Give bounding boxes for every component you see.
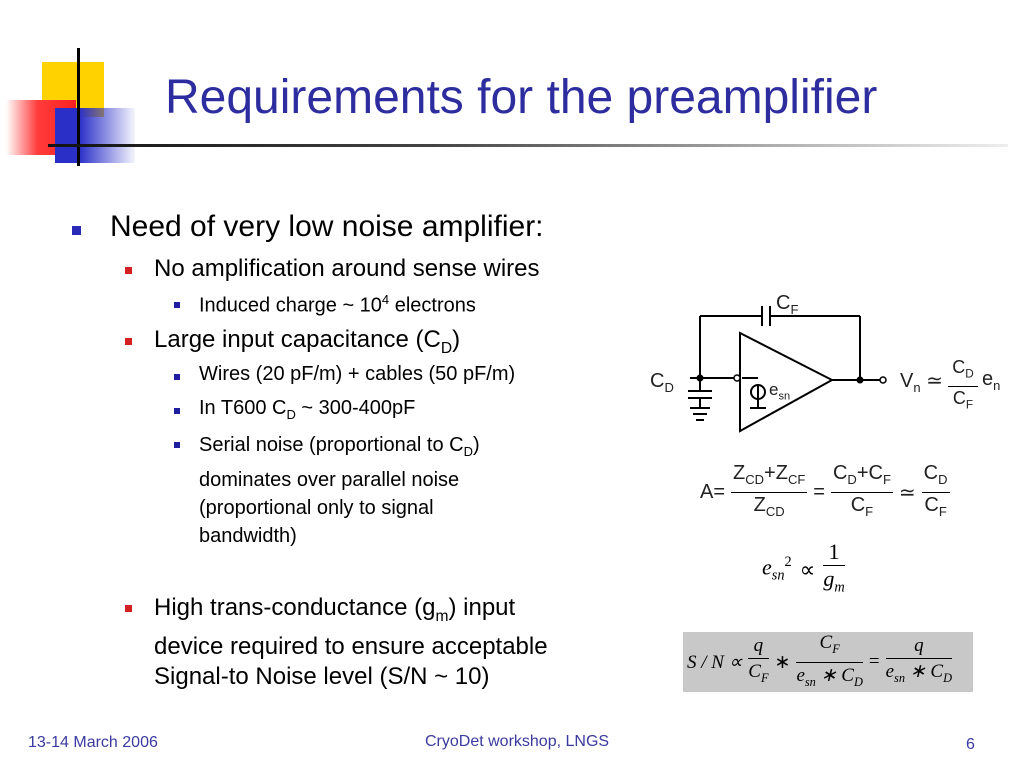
label-esn [769,380,790,402]
text: C [923,462,939,484]
text-line [154,593,548,632]
fraction-numerator [796,630,862,663]
text: C [952,387,966,408]
text: D [664,380,674,395]
fraction [886,633,952,691]
fraction-numerator [831,461,893,493]
logo-vertical-line [77,48,80,166]
text: S / N ∝ [687,651,743,673]
bullet-marker [125,267,132,274]
text: F [865,504,874,519]
bullet-serial-noise [199,431,480,550]
fraction-denominator [796,663,862,695]
text: D [847,472,857,487]
gain-equation [700,461,950,524]
text: n [993,378,1001,393]
bullet-marker [174,408,180,414]
fraction-denominator [922,493,950,524]
bullet-t600 [199,397,415,422]
text: ~ 300-400pF [295,397,416,419]
text: +Z [764,462,788,484]
fraction-denominator [823,566,844,600]
text: Z [753,494,766,516]
fraction [922,461,950,524]
text: n [913,380,921,395]
fraction-numerator [948,356,978,387]
output-terminal [880,377,886,383]
text: C [952,357,966,377]
fraction [748,633,768,691]
text: D [440,339,453,357]
text: F [882,472,891,487]
fraction-denominator [731,493,807,524]
text: sn [771,568,785,585]
logo-blue-square [55,108,135,163]
text: ) [452,326,461,353]
bullet-induced-charge [199,292,476,318]
fraction [831,461,893,524]
text: In T600 C [199,397,287,419]
bullet-wires-cables: Wires (20 pF/m) + cables (50 pF/m) [199,363,516,385]
text: C [850,494,866,516]
text: electrons [389,294,476,317]
text: D [965,367,974,381]
text: C [924,494,939,516]
fraction-denominator [886,659,952,691]
text-line [199,431,480,466]
text: m [834,579,845,596]
text: C [832,462,848,484]
text: CD [745,472,765,487]
title-underline [48,144,1008,147]
bullet-marker [125,605,132,612]
text-line: (proportional only to signal [199,497,434,519]
text: sn [778,390,791,403]
fraction-numerator: 1 [823,539,844,566]
text-line: Signal-to Noise level (S/N ~ 10) [154,662,490,690]
text-line: device required to ensure acceptable [154,632,548,660]
text: F [832,641,840,656]
text: Large input capacitance (C [154,326,441,353]
text [762,554,792,585]
input-terminal [734,375,740,381]
text-line: bandwidth) [199,525,297,547]
text: CF [787,472,806,487]
fraction-numerator [731,461,807,493]
fraction [796,630,862,695]
text-line: dominates over parallel noise [199,469,460,491]
bullet-no-amplification: No amplification around sense wires [154,255,540,282]
fraction-numerator: q [886,633,952,659]
text: C [650,370,665,392]
text: D [943,670,953,685]
text: sn [894,670,906,685]
junction-dot [857,377,864,384]
text: g [823,566,835,591]
bullet-marker [72,226,81,235]
bullet-marker [174,442,180,448]
fraction-denominator [748,659,768,691]
text: m [435,607,449,625]
label-en [982,368,1000,393]
text: sn [804,674,816,689]
text: F [760,670,769,685]
bullet-marker [125,338,132,345]
text: A= [700,481,726,503]
fraction-denominator [948,387,978,417]
footer-event: CryoDet workshop, LNGS [425,733,610,750]
text: +C [856,462,883,484]
fraction [823,539,844,600]
label-cd [650,370,674,395]
text: = [868,651,880,672]
footer-date: 13-14 March 2006 [28,734,158,751]
text: e [762,554,772,580]
noise-equation [762,539,845,600]
text: F [790,302,799,317]
fraction [731,461,807,524]
text: Z [733,462,746,484]
bullet-trans-conductance [154,593,548,692]
text: e [769,380,779,399]
text: F [965,398,974,412]
text: ∗ C [905,661,944,683]
text: ∗ [774,651,791,673]
text: ) [472,434,480,456]
bullet-marker [174,374,180,380]
page-number: 6 [966,736,975,753]
text: e [982,368,994,390]
fraction-denominator [831,493,893,524]
text: e [885,661,895,683]
label-cf [776,292,798,317]
text: CD [765,504,785,519]
text: D [286,407,296,422]
text: ∝ [799,556,816,582]
text: 2 [784,554,792,571]
text: C [748,661,761,683]
text: D [938,472,948,487]
text: D [463,444,473,459]
junction-dot [697,375,704,382]
text: = [813,481,825,503]
text: High trans-conductance (g [154,594,436,621]
bullet-marker [174,302,180,308]
text: e [796,664,805,686]
vn-fraction [948,356,978,416]
text: ≃ [926,370,943,392]
text: ∗ C [815,664,854,686]
text: ) input [448,594,516,621]
text: 4 [381,292,390,307]
text: Serial noise (proportional to C [199,434,464,456]
fraction-numerator [922,461,950,493]
bullet-low-noise: Need of very low noise amplifier: [110,210,544,243]
text: C [819,631,833,653]
bullet-input-capacitance [154,326,460,358]
slide-title: Requirements for the preamplifier [165,71,878,124]
text: C [776,292,791,314]
label-vn [900,368,943,395]
sn-equation [687,631,953,690]
text: D [853,674,863,689]
text: F [938,504,947,519]
text: V [900,370,914,392]
text: ≃ [898,482,916,504]
fraction-numerator: q [748,633,768,659]
text: Induced charge ~ 10 [199,294,382,317]
